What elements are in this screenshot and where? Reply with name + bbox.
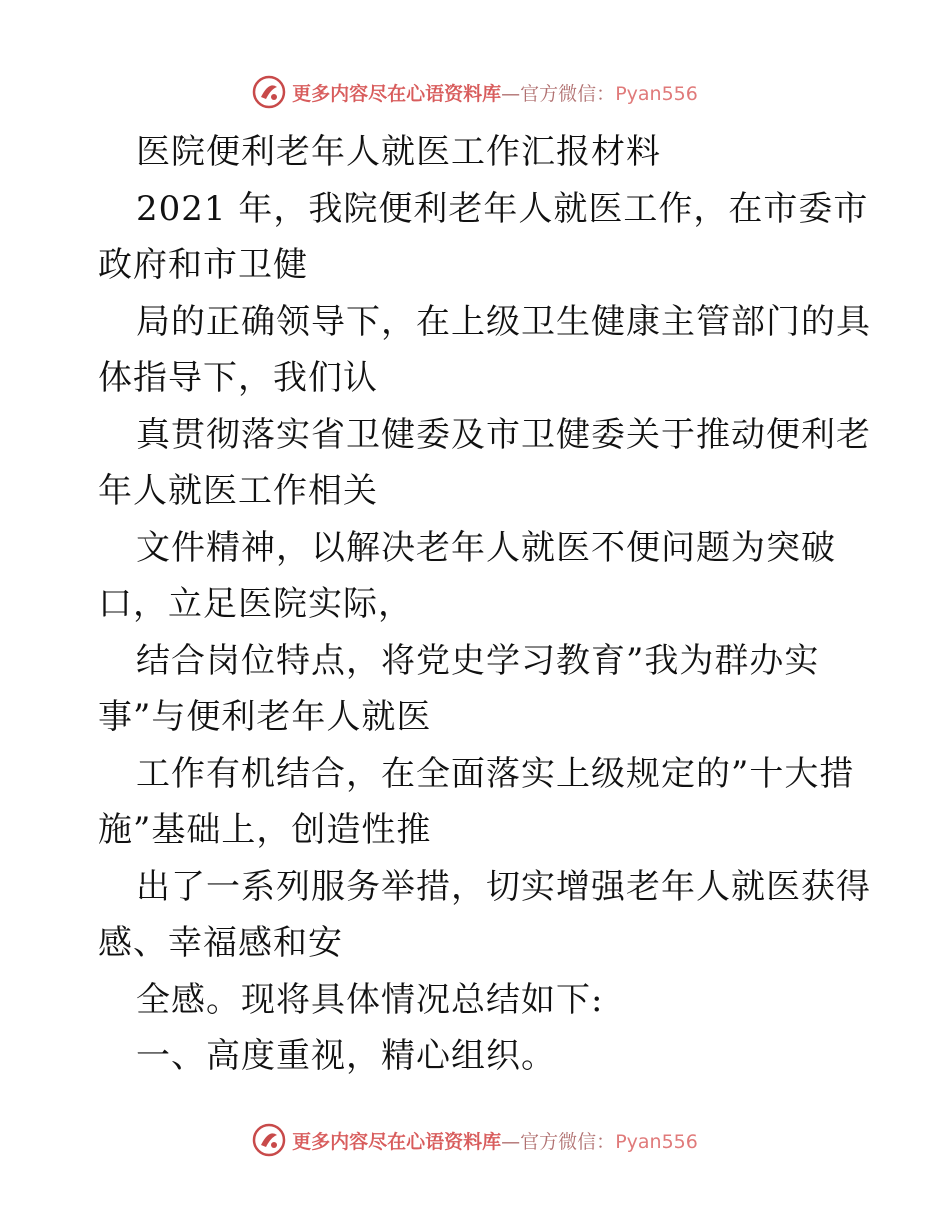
watermark-wechat-id: Pyan556 — [615, 82, 698, 105]
watermark-main-text: 更多内容尽在心语资料库 — [292, 82, 502, 105]
watermark-banner-bottom — [0, 1120, 950, 1160]
text-line: 事”与便利老年人就医 — [98, 697, 432, 737]
text-line: 工作有机结合，在全面落实上级规定的”十大措 — [136, 753, 855, 794]
watermark-text — [292, 79, 698, 106]
text-line: 口，立足医院实际， — [98, 584, 413, 624]
document-title: 医院便利老年人就医工作汇报材料 — [136, 132, 661, 172]
brand-logo-icon — [252, 1123, 286, 1157]
text-line: 2021 年，我院便利老年人就医工作，在市委市 — [136, 188, 869, 229]
watermark-inner — [252, 1123, 698, 1157]
document-body — [98, 124, 871, 1085]
text-line: 出了一系列服务举措，切实增强老年人就医获得 — [136, 866, 871, 907]
text-line: 政府和市卫健 — [98, 245, 308, 285]
text-line: 局的正确领导下，在上级卫生健康主管部门的具 — [136, 301, 871, 342]
brand-logo-icon — [252, 75, 286, 109]
text-line: 一、高度重视，精心组织。 — [136, 1036, 556, 1076]
watermark-secondary-text: 官方微信： — [520, 82, 616, 105]
text-line: 全感。现将具体情况总结如下: — [136, 979, 604, 1020]
watermark-dash: — — [501, 1130, 521, 1153]
watermark-text — [292, 1127, 698, 1154]
text-line: 真贯彻落实省卫健委及市卫健委关于推动便利老 — [136, 414, 871, 455]
watermark-secondary-text: 官方微信： — [520, 1130, 616, 1153]
text-line: 结合岗位特点，将党史学习教育”我为群办实 — [136, 640, 820, 681]
text-line: 文件精神，以解决老年人就医不便问题为突破 — [136, 527, 836, 568]
watermark-main-text: 更多内容尽在心语资料库 — [292, 1130, 502, 1153]
watermark-wechat-id: Pyan556 — [615, 1130, 698, 1153]
watermark-banner-top — [0, 72, 950, 112]
text-line: 感、幸福感和安 — [98, 923, 343, 963]
watermark-dash: — — [501, 82, 521, 105]
watermark-inner — [252, 75, 698, 109]
text-line: 年人就医工作相关 — [98, 471, 378, 511]
text-line: 施”基础上，创造性推 — [98, 810, 432, 850]
text-line: 体指导下，我们认 — [98, 358, 378, 398]
